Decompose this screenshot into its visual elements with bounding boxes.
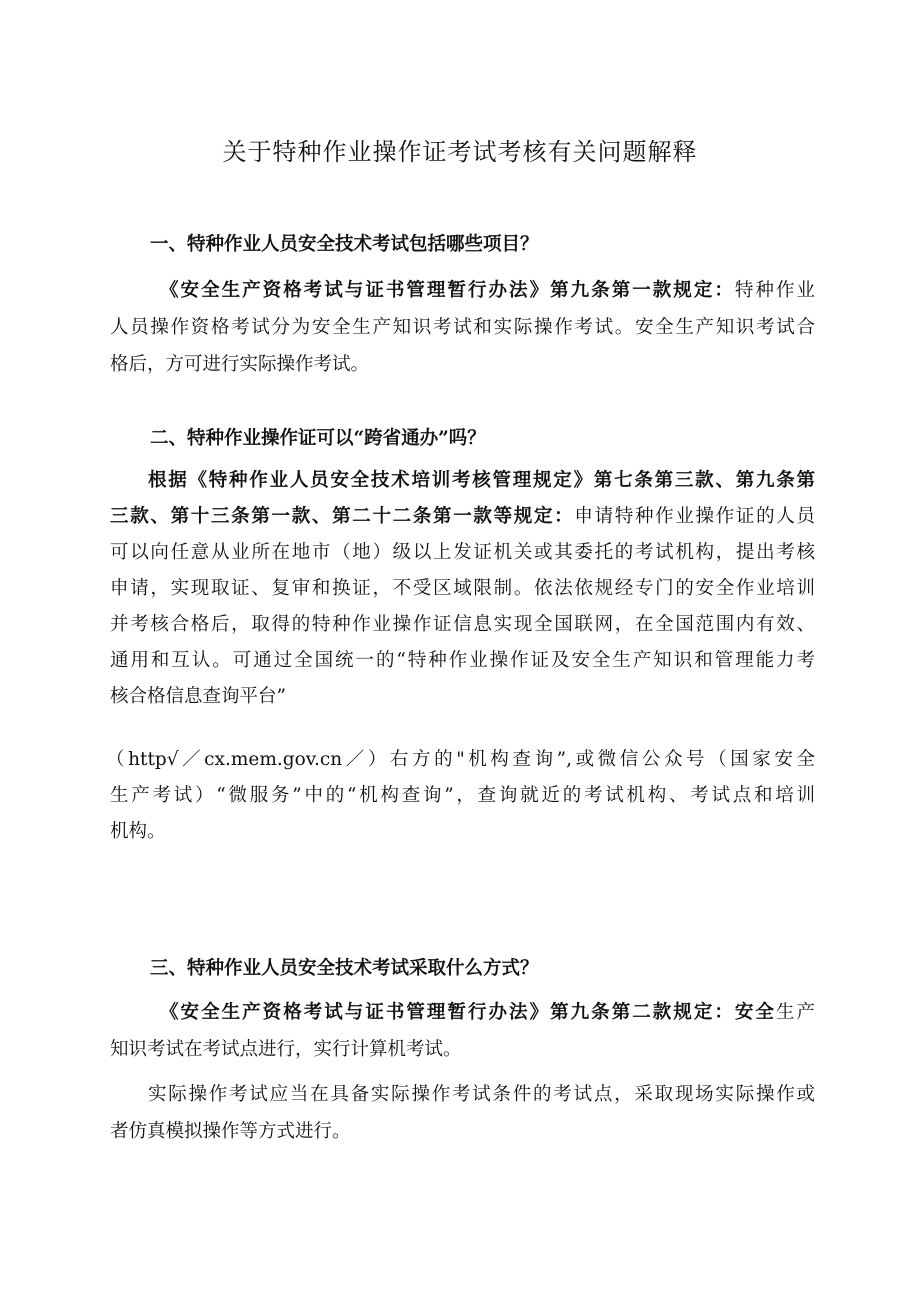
answer-2-line-8: （http√／cx.mem.gov.cn／）右方的"机构查询”,或微信公众号（国家安全 xyxy=(106,749,815,770)
answer-2-line-5: 并考核合格后，取得的特种作业操作证信息实现全国联网，在全国范围内有效、 xyxy=(110,614,815,635)
question-2-heading: 二、特种作业操作证可以“跨省通办”吗？ xyxy=(150,428,486,449)
answer-2-line-6: 通用和互认。可通过全国统一的“特种作业操作证及安全生产知识和管理能力考 xyxy=(110,650,815,671)
answer-2-line-2-text: 申请特种作业操作证的人员 xyxy=(574,506,815,527)
answer-2-line-4: 申请，实现取证、复审和换证，不受区域限制。依法依规经专门的安全作业培训 xyxy=(110,578,815,599)
answer-3-line-2: 知识考试在考试点进行，实行计算机考试。 xyxy=(110,1039,462,1060)
answer-2-line-10: 机构。 xyxy=(110,821,166,842)
answer-3-line-1 xyxy=(110,998,815,1027)
answer-1-citation: 《安全生产资格考试与证书管理暂行办法》第九条第一款规定： xyxy=(160,280,735,301)
answer-2-line-7: 核合格信息查询平台” xyxy=(110,686,286,707)
answer-1 xyxy=(110,276,815,379)
answer-3-line-3: 实际操作考试应当在具备实际操作考试条件的考试点，采取现场实际操作或 xyxy=(148,1084,815,1105)
answer-2-line-9: 生产考试）“微服务”中的“机构查询”，查询就近的考试机构、考试点和培训 xyxy=(110,785,815,806)
answer-3 xyxy=(110,998,815,1146)
answer-2-citation: 三款、第十三条第一款、第二十二条第一款等规定： xyxy=(110,506,575,527)
answer-2-line-3: 可以向任意从业所在地市（地）级以上发证机关或其委托的考试机构，提出考核 xyxy=(110,542,815,563)
answer-1-line-1-text: 特种作业 xyxy=(734,280,815,301)
answer-1-line-3: 格后，方可进行实际操作考试。 xyxy=(110,354,370,375)
question-3-heading: 三、特种作业人员安全技术考试采取什么方式？ xyxy=(150,958,539,979)
answer-3-line-1-text: 生产 xyxy=(775,1002,815,1023)
answer-1-line-1 xyxy=(110,276,815,305)
answer-2-line-1: 根据《特种作业人员安全技术培训考核管理规定》第七条第三款、第九条第 xyxy=(148,470,815,491)
answer-3-line-4: 者仿真模拟操作等方式进行。 xyxy=(110,1121,351,1142)
answer-2 xyxy=(106,466,815,846)
answer-1-line-2: 人员操作资格考试分为安全生产知识考试和实际操作考试。安全生产知识考试合 xyxy=(110,317,815,338)
question-1-heading: 一、特种作业人员安全技术考试包括哪些项目？ xyxy=(150,234,539,255)
document-title: 关于特种作业操作证考试考核有关问题解释 xyxy=(222,138,698,166)
answer-2-line-2 xyxy=(110,502,815,531)
answer-3-citation: 《安全生产资格考试与证书管理暂行办法》第九条第二款规定：安全 xyxy=(160,1002,776,1023)
